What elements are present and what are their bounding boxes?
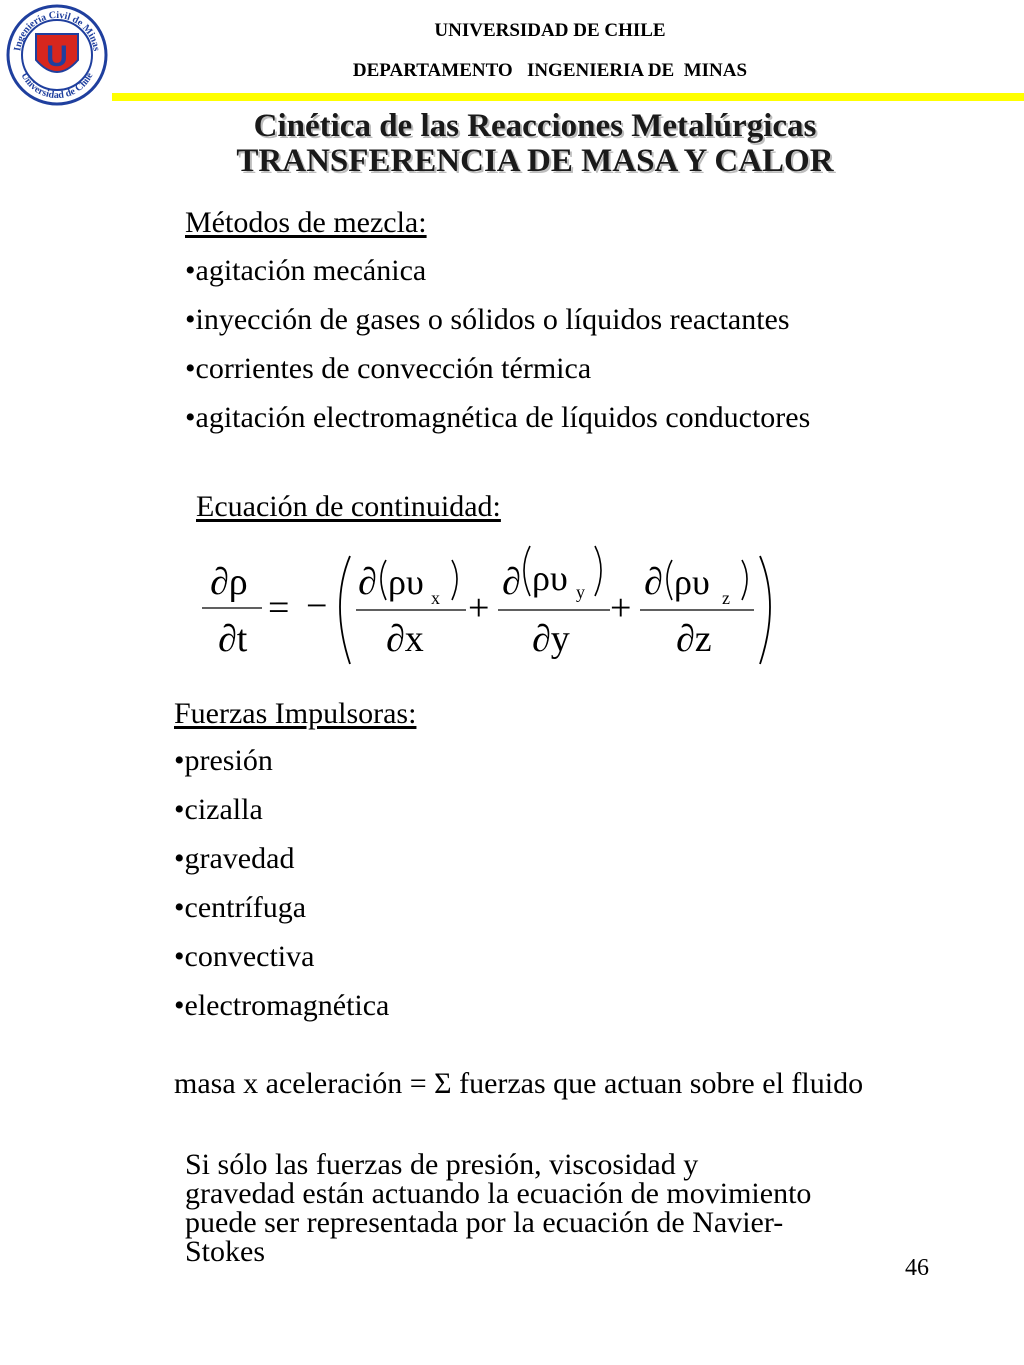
lhs-denominator: ∂t	[218, 618, 248, 660]
forces-item: •convectiva	[174, 940, 315, 973]
mixing-item: •corrientes de convección térmica	[185, 352, 592, 385]
sub-y: y	[576, 582, 585, 602]
sub-x: x	[431, 588, 440, 608]
university-name: UNIVERSIDAD DE CHILE	[434, 20, 666, 41]
minus-sign: −	[306, 585, 328, 627]
paragraph-line: gravedad están actuando la ecuación de movimiento	[185, 1177, 812, 1210]
rho-u-z: ρυ	[674, 562, 710, 602]
paragraph-line: Stokes	[185, 1235, 266, 1268]
force-balance: masa x aceleración = Σ fuerzas que actuan sobre el fluido	[174, 1067, 864, 1100]
den-z: ∂z	[676, 618, 712, 660]
continuity-equation	[190, 538, 810, 670]
mixing-item: •inyección de gases o sólidos o líquidos reactantes	[185, 303, 790, 336]
header-divider	[112, 93, 1024, 101]
sub-z: z	[722, 588, 730, 608]
university-logo	[6, 4, 108, 106]
partial-z: ∂	[644, 561, 663, 603]
plus-sign-1: +	[468, 587, 490, 629]
right-big-paren	[760, 556, 770, 664]
partial-x: ∂	[358, 561, 377, 603]
left-big-paren	[340, 556, 350, 664]
rho-u-y: ρυ	[532, 558, 568, 598]
forces-item: •centrífuga	[174, 891, 307, 924]
continuity-heading: Ecuación de continuidad:	[196, 490, 501, 523]
forces-item: •cizalla	[174, 793, 263, 826]
forces-heading: Fuerzas Impulsoras:	[174, 697, 417, 730]
mixing-heading: Métodos de mezcla:	[185, 206, 427, 239]
plus-sign-2: +	[610, 587, 632, 629]
logo-top-text: Ingeniería Civil de Minas	[12, 9, 102, 52]
lhs-numerator: ∂ρ	[210, 561, 248, 603]
den-y: ∂y	[532, 618, 570, 660]
logo-bottom-text: Universidad de Chile	[18, 70, 96, 102]
rho-u-x: ρυ	[388, 562, 424, 602]
logo-letter: U	[46, 40, 68, 73]
page-title: Cinética de las Reacciones Metalúrgicas	[253, 108, 817, 144]
equals-sign: =	[268, 587, 290, 629]
den-x: ∂x	[386, 618, 424, 660]
paragraph-line: puede ser representada por la ecuación de Navier-	[185, 1206, 784, 1239]
page-number: 46	[905, 1255, 929, 1281]
page-subtitle: TRANSFERENCIA DE MASA Y CALOR	[236, 143, 834, 179]
forces-item: •presión	[174, 744, 273, 777]
paragraph-line: Si sólo las fuerzas de presión, viscosidad y	[185, 1148, 699, 1181]
forces-item: •electromagnética	[174, 989, 390, 1022]
partial-y: ∂	[502, 561, 521, 603]
mixing-item: •agitación electromagnética de líquidos conductores	[185, 401, 811, 434]
department-name: DEPARTAMENTO INGENIERIA DE MINAS	[352, 60, 748, 81]
mixing-item: •agitación mecánica	[185, 254, 427, 287]
navier-stokes-paragraph	[185, 1150, 945, 1266]
forces-item: •gravedad	[174, 842, 295, 875]
